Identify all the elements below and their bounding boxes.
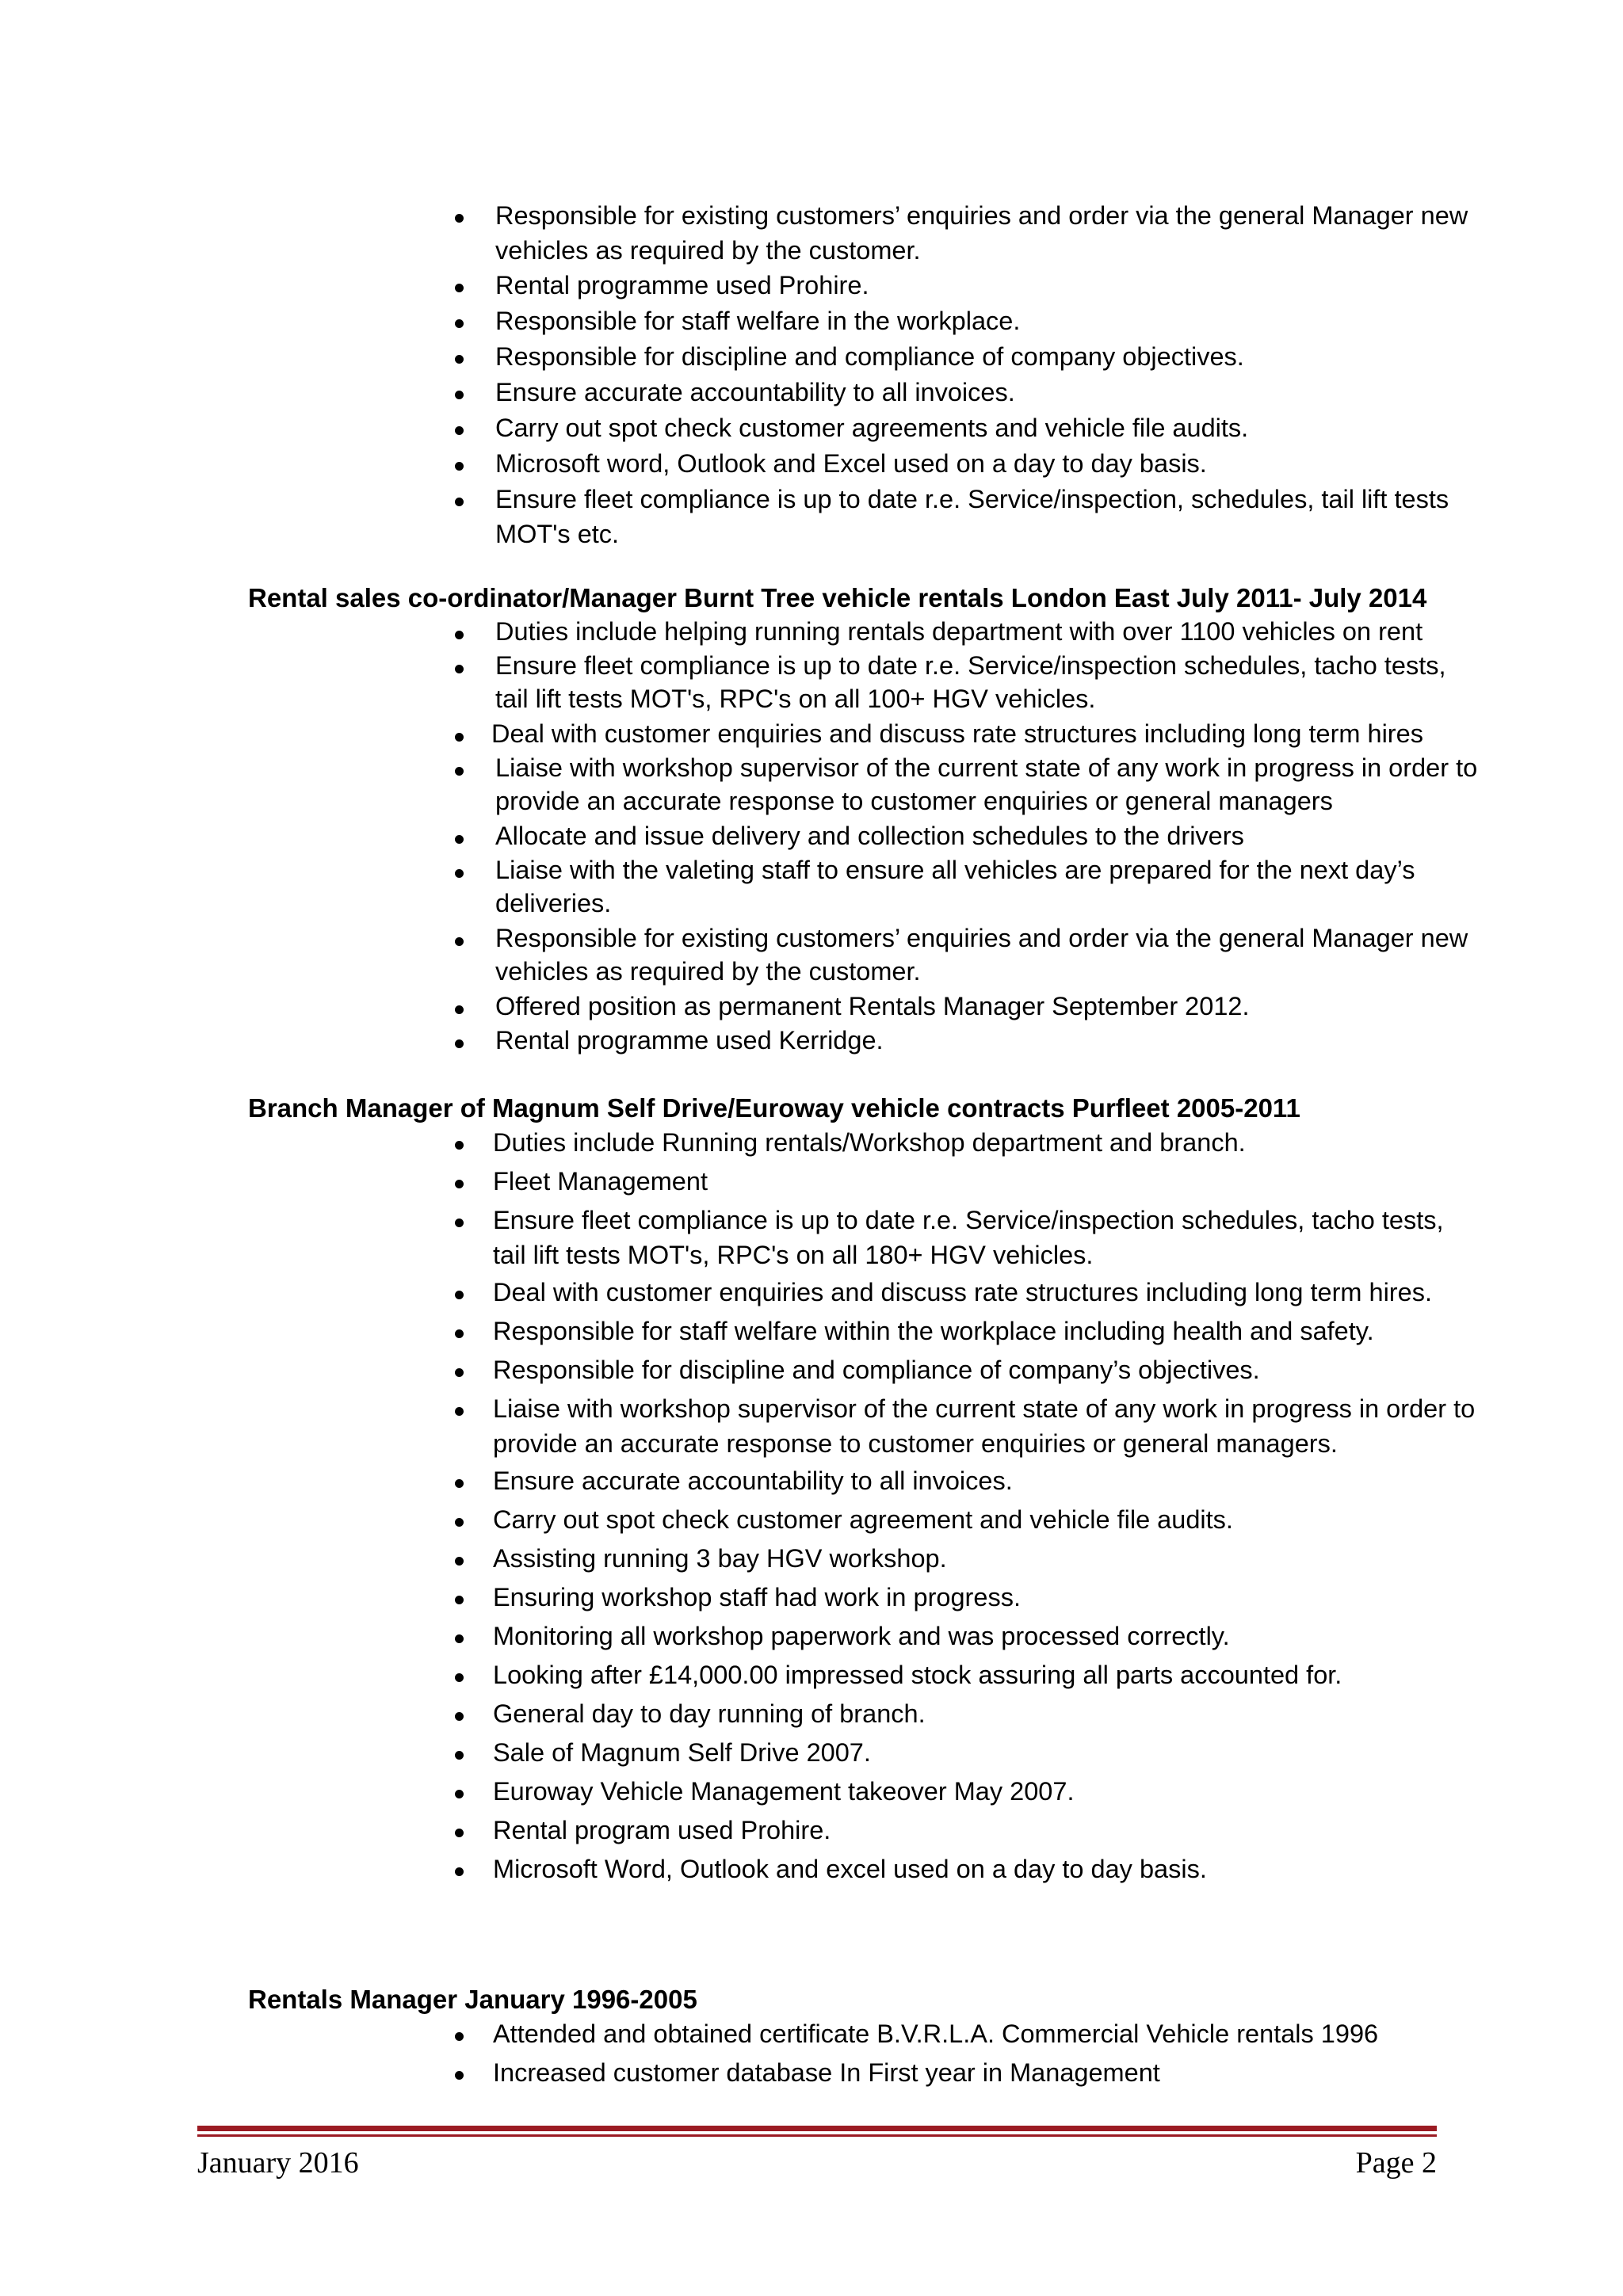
- list-item: Responsible for staff welfare in the workplace.: [0, 303, 1623, 339]
- list-item: Carry out spot check customer agreements and vehicle file audits.: [0, 410, 1623, 446]
- list-item: Microsoft word, Outlook and Excel used on a day to day basis.: [0, 446, 1623, 482]
- bullet-icon: [455, 1329, 464, 1338]
- list-item: Duties include helping running rentals department with over 1100 vehicles on rent: [0, 615, 1623, 649]
- bullet-icon: [455, 1790, 464, 1798]
- bullet-icon: [455, 2032, 464, 2041]
- bullet-icon: [455, 1596, 464, 1604]
- bullet-icon: [455, 1518, 464, 1527]
- job-heading-magnum: Branch Manager of Magnum Self Drive/Euroway vehicle contracts Purfleet 2005-2011: [248, 1093, 1300, 1123]
- bullet-icon: [455, 498, 464, 506]
- list-item: Responsible for staff welfare within the workplace including health and safety.: [0, 1314, 1623, 1352]
- bullet-icon: [455, 1291, 464, 1299]
- list-item: Offered position as permanent Rentals Manager September 2012.: [0, 990, 1623, 1024]
- list-item: Increased customer database In First year in Management: [0, 2055, 1623, 2094]
- bullet-icon: [455, 1673, 464, 1682]
- list-item: Ensure fleet compliance is up to date r.e. Service/inspection schedules, tacho tests, tail lift tests MOT's, RPC's on all 100+ HGV vehicles.: [0, 649, 1623, 717]
- list-item: Attended and obtained certificate B.V.R.L.A. Commercial Vehicle rentals 1996: [0, 2016, 1623, 2055]
- bullet-icon: [455, 1407, 464, 1416]
- bullet-icon: [455, 665, 464, 673]
- list-item: Ensure fleet compliance is up to date r.e. Service/inspection schedules, tacho tests, tail lift tests MOT's, RPC's on all 180+ HGV vehicles.: [0, 1203, 1623, 1275]
- bullet-icon: [455, 1005, 464, 1014]
- bullet-icon: [455, 937, 464, 946]
- list-item: Monitoring all workshop paperwork and was processed correctly.: [0, 1619, 1623, 1657]
- list-item: Liaise with workshop supervisor of the current state of any work in progress in order to provide an accurate response to customer enquiries or general managers.: [0, 1391, 1623, 1463]
- list-item: Duties include Running rentals/Workshop department and branch.: [0, 1125, 1623, 1164]
- list-item: Assisting running 3 bay HGV workshop.: [0, 1541, 1623, 1580]
- list-item: Allocate and issue delivery and collection schedules to the drivers: [0, 819, 1623, 853]
- list-item: Fleet Management: [0, 1164, 1623, 1203]
- job-heading-burnt-tree: Rental sales co-ordinator/Manager Burnt Tree vehicle rentals London East July 2011- July 2014: [248, 583, 1427, 612]
- bullet-icon: [455, 733, 464, 742]
- bullet-icon: [455, 1479, 464, 1488]
- list-item: Looking after £14,000.00 impressed stock assuring all parts accounted for.: [0, 1657, 1623, 1696]
- bullet-icon: [455, 1557, 464, 1566]
- list-item: Deal with customer enquiries and discuss rate structures including long term hires.: [0, 1275, 1623, 1314]
- job-rentals-manager-list: [0, 2016, 1623, 2094]
- list-item: Responsible for discipline and compliance of company objectives.: [0, 339, 1623, 375]
- list-item: Sale of Magnum Self Drive 2007.: [0, 1735, 1623, 1774]
- bullet-icon: [455, 631, 464, 639]
- list-item: Responsible for existing customers’ enquiries and order via the general Manager new vehicles as required by the customer.: [0, 198, 1623, 268]
- bullet-icon: [455, 869, 464, 878]
- list-item: Euroway Vehicle Management takeover May 2007.: [0, 1774, 1623, 1813]
- list-item: Ensure accurate accountability to all invoices.: [0, 1463, 1623, 1502]
- list-item: General day to day running of branch.: [0, 1696, 1623, 1735]
- bullet-icon: [455, 1867, 464, 1876]
- bullet-icon: [455, 426, 464, 435]
- list-item: Responsible for discipline and compliance of company’s objectives.: [0, 1352, 1623, 1391]
- bullet-icon: [455, 319, 464, 328]
- list-item: Microsoft Word, Outlook and excel used on a day to day basis.: [0, 1852, 1623, 1890]
- footer-page-number: Page 2: [1355, 2146, 1437, 2180]
- footer-divider: [197, 2126, 1437, 2131]
- bullet-icon: [455, 1712, 464, 1721]
- list-item: Ensure fleet compliance is up to date r.e. Service/inspection, schedules, tail lift tests MOT's etc.: [0, 482, 1623, 551]
- bullet-icon: [455, 391, 464, 399]
- list-item: Rental programme used Prohire.: [0, 268, 1623, 303]
- bullet-icon: [455, 355, 464, 364]
- list-item: Responsible for existing customers’ enquiries and order via the general Manager new vehicles as required by the customer.: [0, 921, 1623, 990]
- footer-divider-thin: [197, 2134, 1437, 2137]
- bullet-icon: [455, 1634, 464, 1643]
- bullet-icon: [455, 1751, 464, 1760]
- bullet-icon: [455, 1180, 464, 1188]
- bullet-icon: [455, 284, 464, 292]
- bullet-icon: [455, 462, 464, 471]
- list-item: Ensure accurate accountability to all invoices.: [0, 375, 1623, 410]
- bullet-icon: [455, 1368, 464, 1377]
- bullet-icon: [455, 1141, 464, 1150]
- bullet-icon: [455, 1829, 464, 1837]
- list-item: Liaise with workshop supervisor of the current state of any work in progress in order to provide an accurate response to customer enquiries or general managers: [0, 751, 1623, 819]
- job-burnt-tree-list: [0, 615, 1623, 1058]
- job-continued-list: [0, 198, 1623, 551]
- bullet-icon: [455, 1219, 464, 1227]
- list-item: Ensuring workshop staff had work in progress.: [0, 1580, 1623, 1619]
- list-item: Liaise with the valeting staff to ensure all vehicles are prepared for the next day’s deliveries.: [0, 853, 1623, 921]
- bullet-icon: [455, 767, 464, 776]
- list-item: Rental program used Prohire.: [0, 1813, 1623, 1852]
- job-heading-rentals-manager: Rentals Manager January 1996-2005: [248, 1985, 697, 2014]
- bullet-icon: [455, 2071, 464, 2080]
- bullet-icon: [455, 214, 464, 223]
- list-item: Deal with customer enquiries and discuss rate structures including long term hires: [0, 717, 1623, 751]
- list-item: Carry out spot check customer agreement and vehicle file audits.: [0, 1502, 1623, 1541]
- job-magnum-list: [0, 1125, 1623, 1890]
- bullet-icon: [455, 1039, 464, 1048]
- footer-date: January 2016: [197, 2146, 359, 2180]
- bullet-icon: [455, 835, 464, 844]
- list-item: Rental programme used Kerridge.: [0, 1024, 1623, 1058]
